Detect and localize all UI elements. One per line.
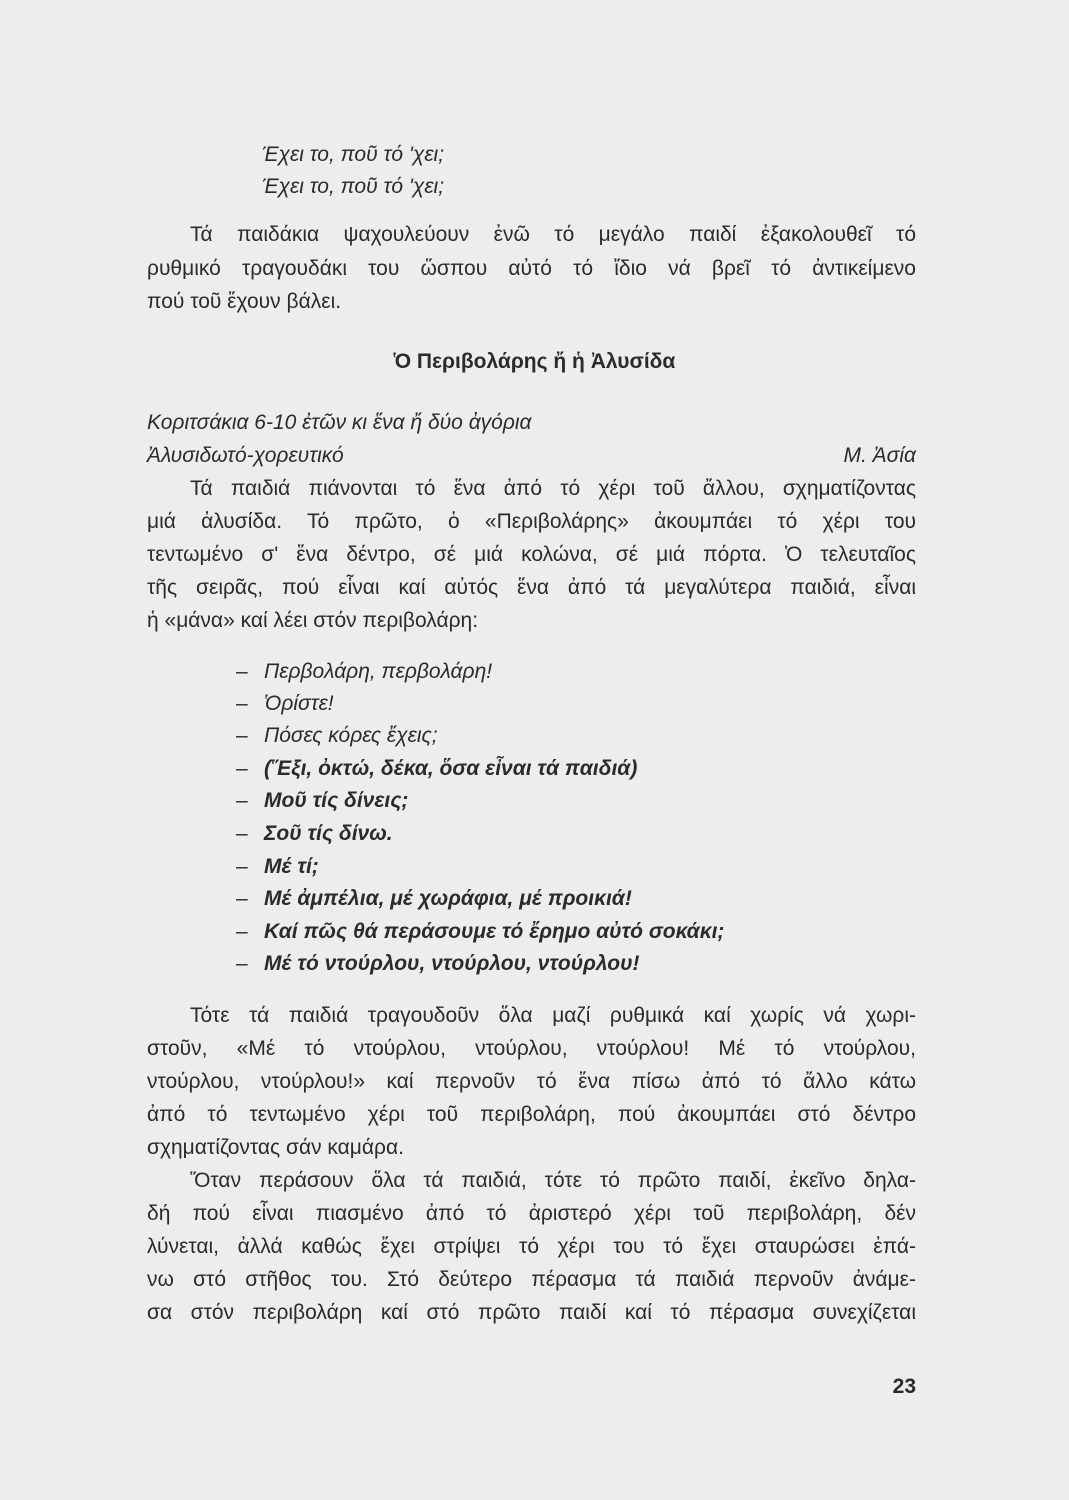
paragraph-line: Τότε τά παιδιά τραγουδοῦν ὅλα μαζί ρυθμικά καί χωρίς νά χωρι- [190,1004,916,1027]
page-number: 23 [892,1375,916,1398]
dialogue-line: – Μέ τό ντούρλου, ντούρλου, ντούρλου! [236,952,640,975]
dialogue-line: – (Ἕξι, ὀκτώ, δέκα, ὅσα εἶναι τά παιδιά) [236,757,638,780]
dialogue-line: – Πόσες κόρες ἔχεις; [236,724,438,747]
dialogue-line: – Ὁρίστε! [236,692,334,715]
paragraph-line: σα στόν περιβολάρη καί στό πρῶτο παιδί καί τό πέρασμα συνεχίζεται [147,1301,916,1324]
paragraph-line: ντούρλου, ντούρλου!» καί περνοῦν τό ἕνα πίσω ἀπό τό ἄλλο κάτω [147,1070,916,1093]
region-label: Μ. Ἀσία [843,444,916,467]
paragraph-line: τεντωμένο σ' ἕνα δέντρο, σέ μιά κολώνα, σέ μιά πόρτα. Ὁ τελευταῖος [147,543,916,566]
paragraph-line: ἀπό τό τεντωμένο χέρι τοῦ περιβολάρη, πού ἀκουμπάει στό δέντρο [147,1103,916,1126]
paragraph-line: ἡ «μάνα» καί λέει στόν περιβολάρη: [147,609,479,632]
dialogue-line: – Σοῦ τίς δίνω. [236,822,393,845]
paragraph-line: στοῦν, «Μέ τό ντούρλου, ντούρλου, ντούρλου! Μέ τό ντούρλου, [147,1037,916,1060]
dialogue-line: – Μέ ἀμπέλια, μέ χωράφια, μέ προικιά! [236,887,632,910]
participants-note: Κοριτσάκια 6-10 ἐτῶν κι ἕνα ἤ δύο ἀγόρια [147,411,532,434]
paragraph-line: ρυθμικό τραγουδάκι του ὥσπου αὐτό τό ἴδιο νά βρεῖ τό ἀντικείμενο [147,257,916,280]
paragraph-line: δή πού εἶναι πιασμένο ἀπό τό ἀριστερό χέρι τοῦ περιβολάρη, δέν [147,1202,916,1225]
paragraph-line: μιά ἀλυσίδα. Τό πρῶτο, ὁ «Περιβολάρης» ἀκουμπάει τό χέρι του [147,510,916,533]
dialogue-line: – Μέ τί; [236,855,319,878]
section-heading: Ὁ Περιβολάρης ἤ ἡ Ἀλυσίδα [393,350,676,373]
paragraph-line: σχηματίζοντας σάν καμάρα. [147,1136,404,1159]
game-type: Ἀλυσιδωτό-χορευτικό [147,444,344,467]
verse-line-2: Έχει το, ποῦ τό 'χει; [262,175,445,198]
dialogue-line: – Καί πῶς θά περάσουμε τό ἔρημο αὐτό σοκάκι; [236,920,725,943]
paragraph-line: τῆς σειρᾶς, πού εἶναι καί αὐτός ἕνα ἀπό τά μεγαλύτερα παιδιά, εἶναι [147,576,916,599]
paragraph-line: Τά παιδιά πιάνονται τό ἕνα ἀπό τό χέρι τοῦ ἄλλου, σχηματίζοντας [190,477,916,500]
paragraph-line: Ὅταν περάσουν ὅλα τά παιδιά, τότε τό πρῶτο παιδί, ἐκεῖνο δηλα- [190,1169,916,1192]
dialogue-line: – Περβολάρη, περβολάρη! [236,660,493,683]
paragraph-line: πού τοῦ ἔχουν βάλει. [147,290,342,313]
dialogue-line: – Μοῦ τίς δίνεις; [236,789,409,812]
verse-line-1: Έχει το, ποῦ τό 'χει; [262,143,445,166]
paragraph-line: λύνεται, ἀλλά καθώς ἔχει στρίψει τό χέρι του τό ἔχει σταυρώσει ἐπά- [147,1235,916,1258]
paragraph-line: νω στό στῆθος του. Στό δεύτερο πέρασμα τά παιδιά περνοῦν ἀνάμε- [147,1268,916,1291]
paragraph-line: Τά παιδάκια ψαχουλεύουν ἐνῶ τό μεγάλο παιδί ἐξακολουθεῖ τό [190,223,916,246]
